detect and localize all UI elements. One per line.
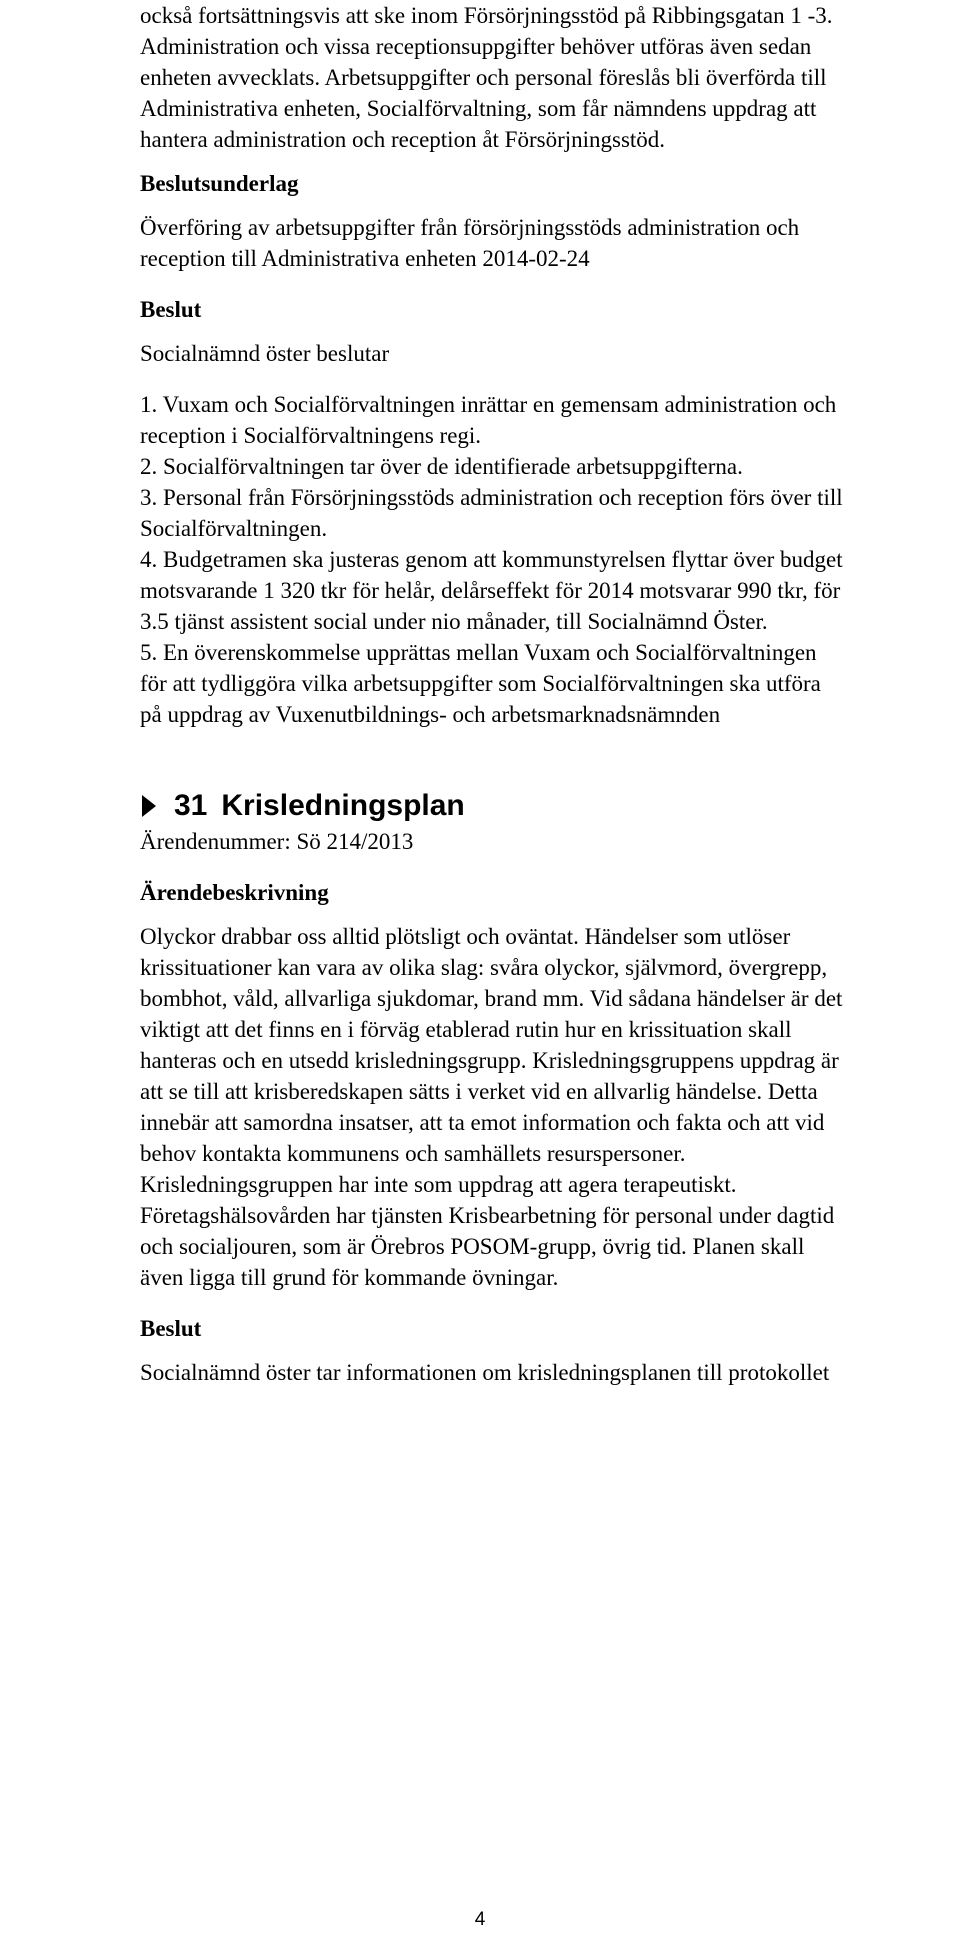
- list-item: [140, 451, 960, 482]
- text-line: Överföring av arbetsuppgifter från försörjningsstöds administration och: [140, 215, 800, 240]
- beslut-heading: Beslut: [140, 1316, 202, 1341]
- text-line: 1. Vuxam och Socialförvaltningen inrättar en gemensam administration och: [140, 392, 837, 417]
- text-line: Olyckor drabbar oss alltid plötsligt och oväntat. Händelser som utlöser: [140, 924, 791, 949]
- text-line: 4. Budgetramen ska justeras genom att kommunstyrelsen flyttar över budget: [140, 547, 843, 572]
- section-arrow-icon: [142, 795, 156, 817]
- text-line: Administration och vissa receptionsuppgifter behöver utföras även sedan: [140, 34, 812, 59]
- text-line: att se till att krisberedskapen sätts i verket vid en allvarlig händelse. Detta: [140, 1079, 818, 1104]
- beslut-heading: Beslut: [140, 297, 202, 322]
- text-line: hanteras och en utsedd krisledningsgrupp. Krisledningsgruppens uppdrag är: [140, 1048, 839, 1073]
- arendebeskrivning-paragraph: [140, 921, 960, 1293]
- beslut-text: Socialnämnd öster tar informationen om krisledningsplanen till protokollet: [140, 1360, 830, 1385]
- text-line: motsvarande 1 320 tkr för helår, delårseffekt för 2014 motsvarar 990 tkr, för: [140, 578, 841, 603]
- text-line: innebär att samordna insatser, att ta emot information och fakta och att vid: [140, 1110, 825, 1135]
- text-line: 5. En överenskommelse upprättas mellan Vuxam och Socialförvaltningen: [140, 640, 817, 665]
- text-line: 3. Personal från Försörjningsstöds administration och reception förs över till: [140, 485, 843, 510]
- text-line: 3.5 tjänst assistent social under nio månader, till Socialnämnd Öster.: [140, 609, 768, 634]
- beslut-intro: Socialnämnd öster beslutar: [140, 341, 390, 366]
- text-line: hantera administration och reception åt Försörjningsstöd.: [140, 127, 666, 152]
- text-line: Administrativa enheten, Socialförvaltning, som får nämndens uppdrag att: [140, 96, 817, 121]
- text-line: reception till Administrativa enheten 2014-02-24: [140, 246, 590, 271]
- text-line: också fortsättningsvis att ske inom Försörjningsstöd på Ribbingsgatan 1 -3.: [140, 3, 833, 28]
- page-number: 4: [474, 1909, 486, 1930]
- text-line: bombhot, våld, allvarliga sjukdomar, brand mm. Vid sådana händelser är det: [140, 986, 843, 1011]
- beslutsunderlag-paragraph: [140, 212, 960, 274]
- text-line: 2. Socialförvaltningen tar över de identifierade arbetsuppgifterna.: [140, 454, 743, 479]
- text-line: Företagshälsovården har tjänsten Krisbearbetning för personal under dagtid: [140, 1203, 835, 1228]
- decision-list: [140, 389, 960, 730]
- list-item: [140, 389, 960, 451]
- text-line: behov kontakta kommunens och samhällets resurspersoner.: [140, 1141, 686, 1166]
- text-line: Socialförvaltningen.: [140, 516, 328, 541]
- text-line: viktigt att det finns en i förväg etablerad rutin hur en krissituation skall: [140, 1017, 792, 1042]
- arendebeskrivning-heading: Ärendebeskrivning: [140, 880, 329, 905]
- section-title: [140, 786, 960, 826]
- section-number: 31: [174, 789, 208, 822]
- list-item: [140, 482, 960, 544]
- text-line: på uppdrag av Vuxenutbildnings- och arbetsmarknadsnämnden: [140, 702, 721, 727]
- document-page: [140, 0, 960, 1388]
- case-number: Ärendenummer: Sö 214/2013: [140, 829, 414, 854]
- beslutsunderlag-heading: Beslutsunderlag: [140, 171, 299, 196]
- text-line: Krisledningsgruppen har inte som uppdrag att agera terapeutiskt.: [140, 1172, 737, 1197]
- intro-paragraph: [140, 0, 960, 155]
- text-line: krissituationer kan vara av olika slag: svåra olyckor, självmord, övergrepp,: [140, 955, 828, 980]
- text-line: reception i Socialförvaltningens regi.: [140, 423, 482, 448]
- text-line: för att tydliggöra vilka arbetsuppgifter som Socialförvaltningen ska utföra: [140, 671, 821, 696]
- text-line: och socialjouren, som är Örebros POSOM-grupp, övrig tid. Planen skall: [140, 1234, 805, 1259]
- text-line: även ligga till grund för kommande övningar.: [140, 1265, 559, 1290]
- text-line: enheten avvecklats. Arbetsuppgifter och personal föreslås bli överförda till: [140, 65, 827, 90]
- list-item: [140, 637, 960, 730]
- list-item: [140, 544, 960, 637]
- section-title-text: Krisledningsplan: [221, 789, 465, 822]
